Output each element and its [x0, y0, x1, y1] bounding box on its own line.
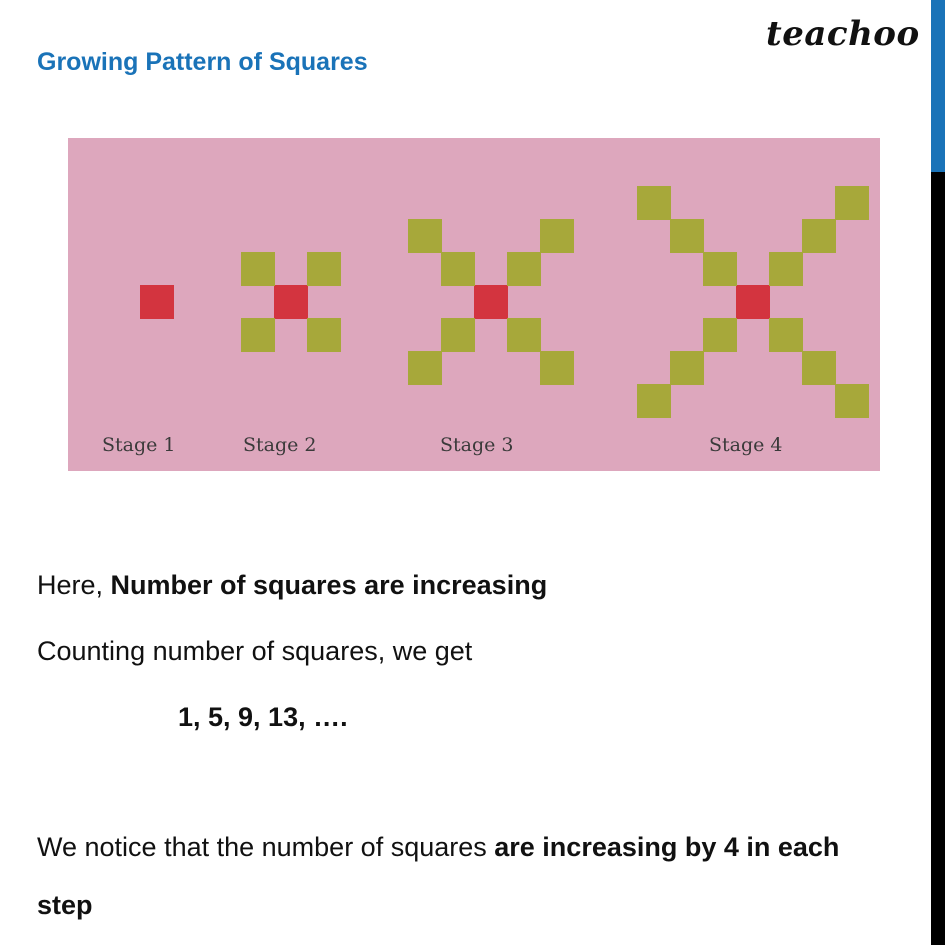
statement-bold: Number of squares are increasing — [110, 570, 548, 600]
statement-plain: Here, — [37, 570, 111, 600]
arm-square — [408, 219, 442, 253]
sequence-line: 1, 5, 9, 13, …. — [178, 702, 348, 732]
arm-square — [835, 384, 869, 418]
statement-line — [37, 570, 547, 601]
arm-square — [540, 351, 574, 385]
arm-square — [307, 318, 341, 352]
center-square — [736, 285, 770, 319]
conclusion-bold: are increasing by 4 in each — [494, 832, 840, 862]
arm-square — [441, 252, 475, 286]
arm-square — [802, 219, 836, 253]
arm-square — [637, 186, 671, 220]
conclusion-line — [37, 832, 839, 863]
arm-square — [802, 351, 836, 385]
arm-square — [670, 351, 704, 385]
page-title: Growing Pattern of Squares — [37, 48, 368, 76]
stage-label-1: Stage 1 — [102, 434, 176, 456]
arm-square — [241, 318, 275, 352]
arm-square — [835, 186, 869, 220]
arm-square — [703, 252, 737, 286]
center-square — [474, 285, 508, 319]
stage-label-2: Stage 2 — [243, 434, 317, 456]
conclusion-plain: We notice that the number of squares — [37, 832, 495, 862]
center-square — [140, 285, 174, 319]
arm-square — [769, 318, 803, 352]
counting-line: Counting number of squares, we get — [37, 636, 473, 666]
side-scrollbar[interactable] — [931, 0, 945, 945]
conclusion-line-end: step — [37, 890, 93, 920]
arm-square — [241, 252, 275, 286]
stage-label-3: Stage 3 — [440, 434, 514, 456]
arm-square — [540, 219, 574, 253]
arm-square — [408, 351, 442, 385]
arm-square — [307, 252, 341, 286]
center-square — [274, 285, 308, 319]
stage-label-4: Stage 4 — [709, 434, 783, 456]
arm-square — [441, 318, 475, 352]
arm-square — [507, 318, 541, 352]
arm-square — [507, 252, 541, 286]
arm-square — [670, 219, 704, 253]
arm-square — [637, 384, 671, 418]
teachoo-logo: teachoo — [766, 14, 920, 54]
arm-square — [769, 252, 803, 286]
pattern-figure — [68, 138, 880, 471]
scroll-thumb[interactable] — [931, 0, 945, 172]
arm-square — [703, 318, 737, 352]
